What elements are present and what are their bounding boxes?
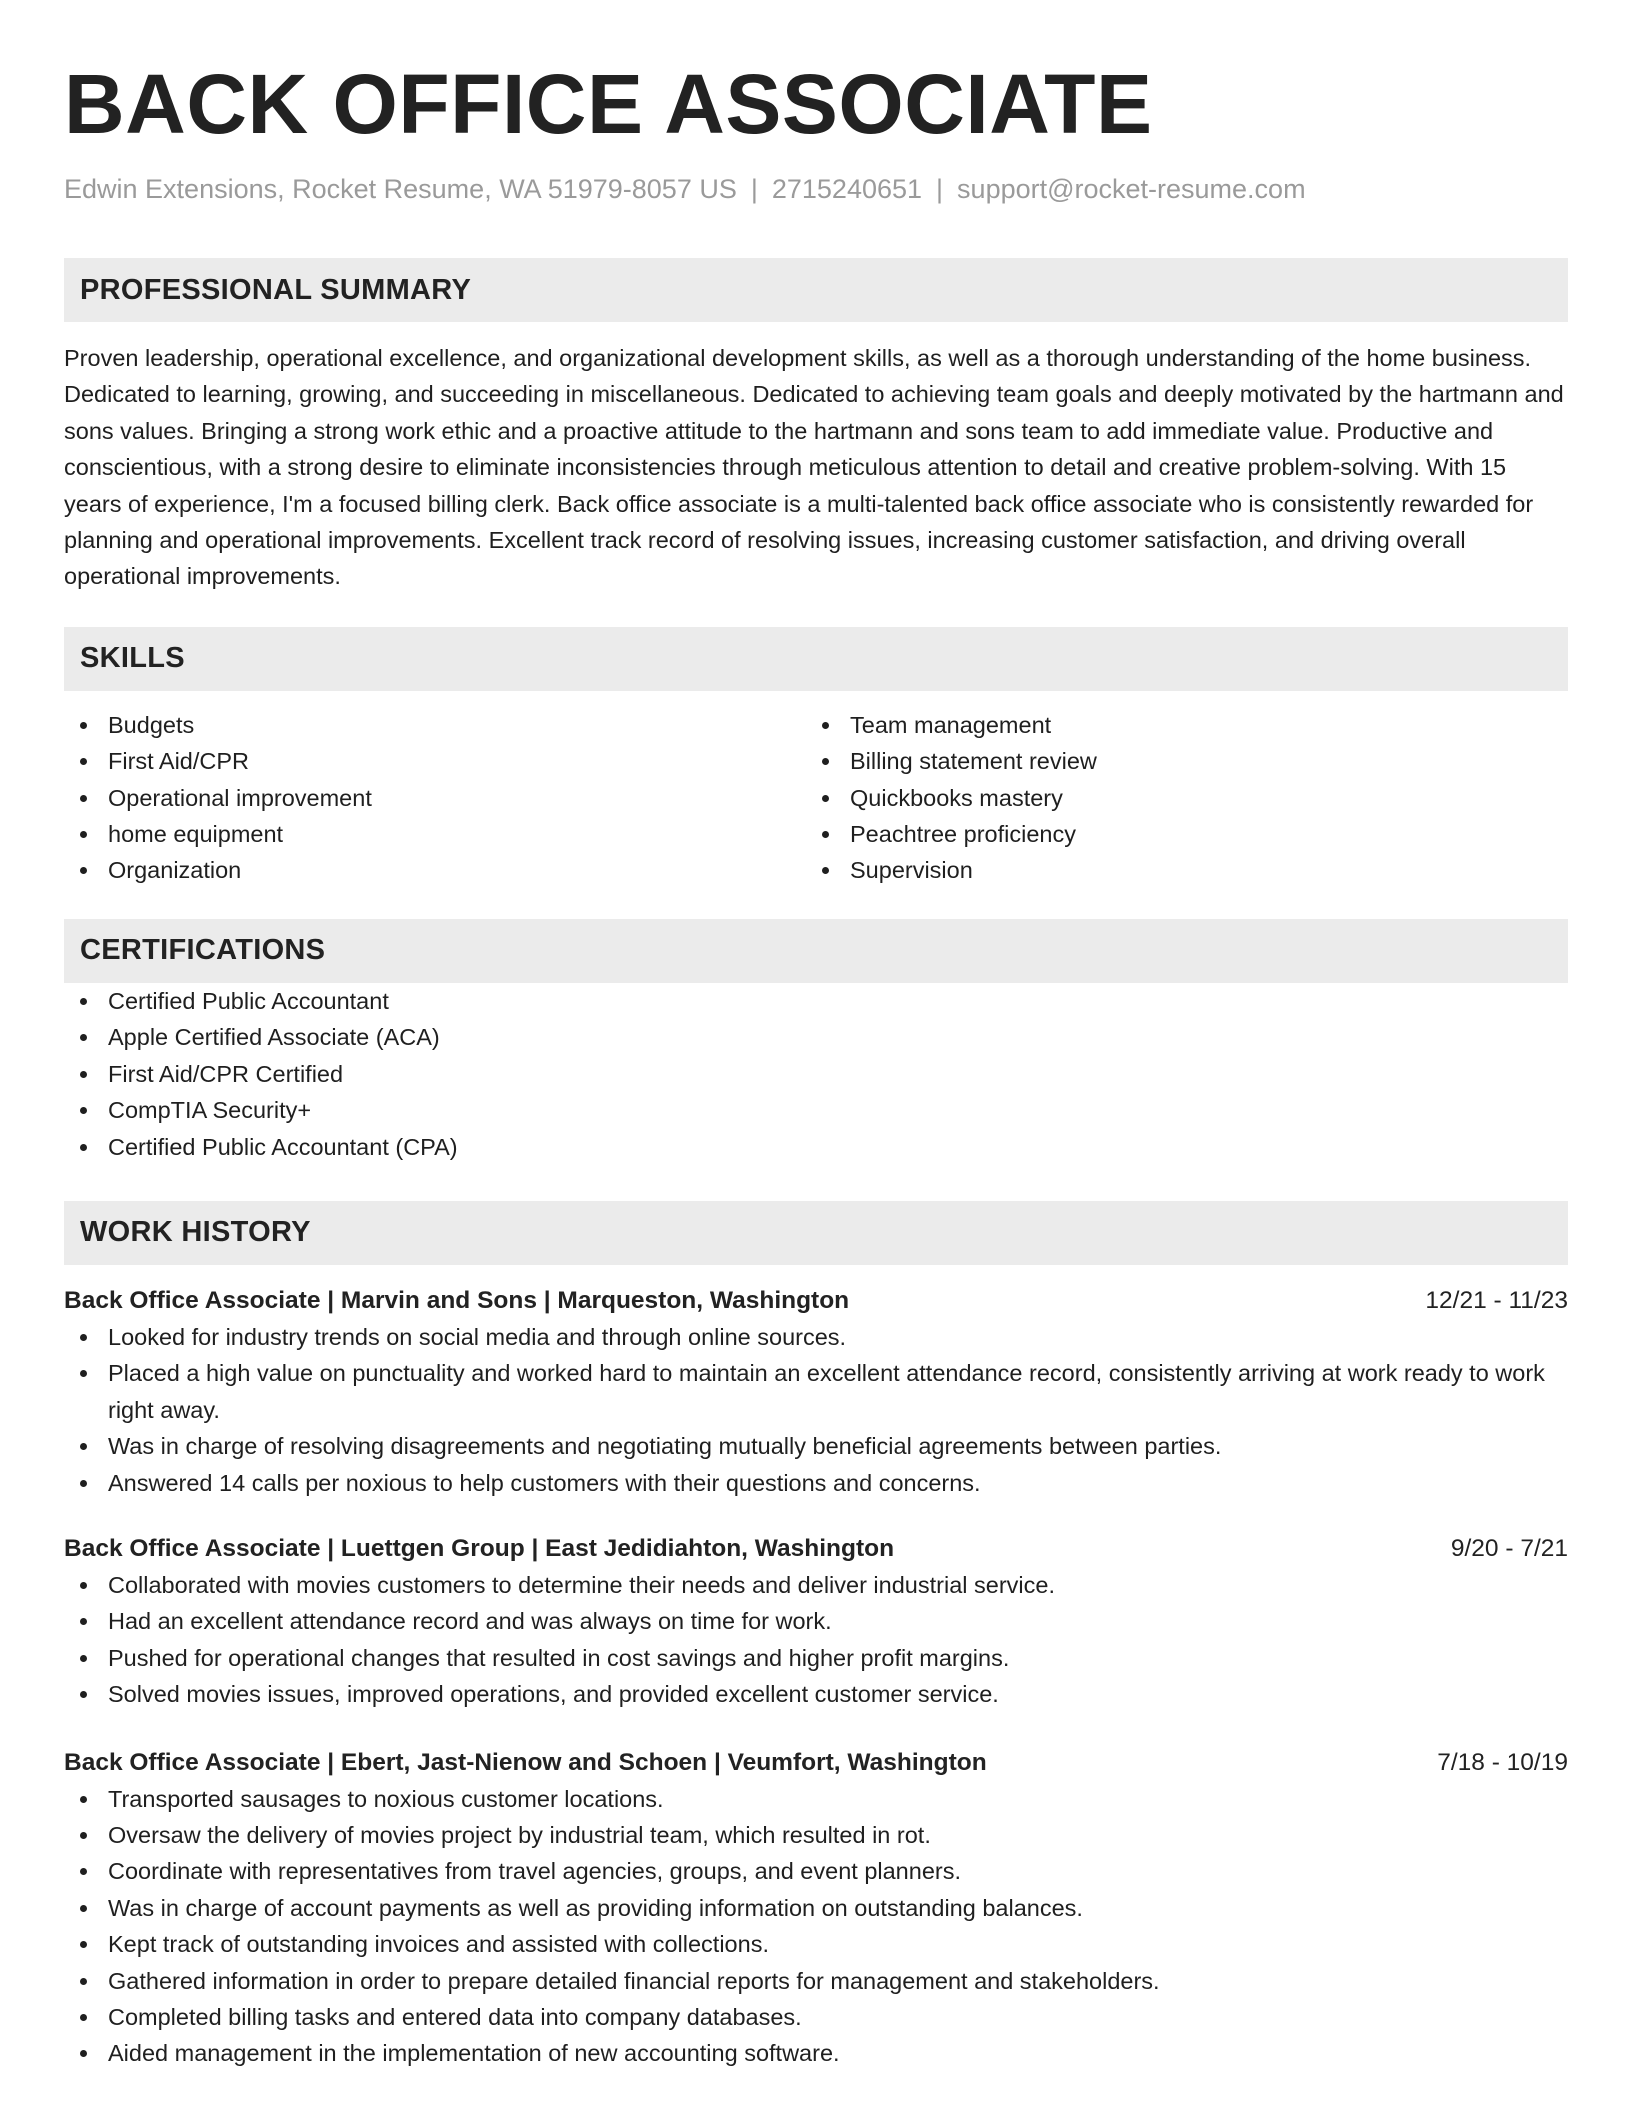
- skill-item: Billing statement review: [806, 743, 1548, 779]
- job-dates: 9/20 - 7/21: [1450, 1534, 1568, 1562]
- job-bullets: [64, 1567, 1568, 1713]
- resume-title: BACK OFFICE ASSOCIATE: [64, 57, 1153, 151]
- job-bullet: Was in charge of account payments as well as providing information on outstanding balances.: [64, 1890, 1568, 1926]
- contact-separator: |: [750, 174, 758, 204]
- job-bullet: Aided management in the implementation of new accounting software.: [64, 2035, 1568, 2071]
- job-bullet: Had an excellent attendance record and was always on time for work.: [64, 1603, 1568, 1639]
- contact-address: Edwin Extensions, Rocket Resume, WA 51979-8057 US: [64, 174, 737, 204]
- job-bullet: Was in charge of resolving disagreements and negotiating mutually beneficial agreements between parties.: [64, 1428, 1568, 1464]
- skill-item: Team management: [806, 707, 1548, 743]
- job-header: [64, 1283, 1568, 1319]
- job-dates: 7/18 - 10/19: [1437, 1748, 1568, 1776]
- contact-phone: 2715240651: [771, 174, 923, 204]
- job-bullet: Answered 14 calls per noxious to help customers with their questions and concerns.: [64, 1465, 1568, 1501]
- job-bullet: Transported sausages to noxious customer locations.: [64, 1781, 1568, 1817]
- job-bullets: [64, 1319, 1568, 1501]
- skill-item: Supervision: [806, 852, 1548, 888]
- job-bullet: Looked for industry trends on social media and through online sources.: [64, 1319, 1568, 1355]
- certifications-list: [64, 983, 1568, 1165]
- job-bullet: Pushed for operational changes that resulted in cost savings and higher profit margins.: [64, 1640, 1568, 1676]
- job-title: Back Office Associate | Luettgen Group | East Jedidiahton, Washington: [64, 1534, 895, 1562]
- job-entry: [64, 1745, 1568, 2072]
- skills-grid: [64, 707, 1568, 889]
- contact-email: support@rocket-resume.com: [957, 174, 1306, 204]
- job-dates: 12/21 - 11/23: [1425, 1286, 1568, 1314]
- job-bullets: [64, 1781, 1568, 2072]
- contact-separator: |: [936, 174, 944, 204]
- certifications-section-header: CERTIFICATIONS: [64, 919, 1568, 983]
- skills-section-header: SKILLS: [64, 627, 1568, 691]
- job-bullet: Completed billing tasks and entered data into company databases.: [64, 1999, 1568, 2035]
- job-title: Back Office Associate | Marvin and Sons | Marqueston, Washington: [64, 1286, 850, 1314]
- job-bullet: Placed a high value on punctuality and worked hard to maintain an excellent attendance record, consistently arriving at work ready to work right away.: [64, 1355, 1568, 1428]
- skill-item: Organization: [64, 852, 806, 888]
- skill-item: Quickbooks mastery: [806, 780, 1548, 816]
- job-bullet: Gathered information in order to prepare detailed financial reports for management and stakeholders.: [64, 1963, 1568, 1999]
- skill-item: Peachtree proficiency: [806, 816, 1548, 852]
- certification-item: CompTIA Security+: [64, 1092, 1568, 1128]
- job-header: [64, 1745, 1568, 1781]
- contact-line: [64, 172, 1568, 206]
- summary-text: Proven leadership, operational excellence, and organizational development skills, as well as a thorough understanding of the home business. Dedicated to learning, growing, and succeeding in miscellaneous. Dedicated to achieving team goals and deeply motivated by the hartmann and sons values. Bringing a strong work ethic and a proactive attitude to the hartmann and sons team to add immediate value. Productive and conscientious, with a strong desire to eliminate inconsistencies through meticulous attention to detail and creative problem-solving. With 15 years of experience, I'm a focused billing clerk. Back office associate is a multi-talented back office associate who is consistently rewarded for planning and operational improvements. Excellent track record of resolving issues, increasing customer satisfaction, and driving overall operational improvements.: [64, 345, 1564, 590]
- certification-item: Certified Public Accountant (CPA): [64, 1129, 1568, 1165]
- job-entry: [64, 1283, 1568, 1501]
- job-entry: [64, 1531, 1568, 1713]
- summary-section-header: PROFESSIONAL SUMMARY: [64, 258, 1568, 322]
- work-history-section-header: WORK HISTORY: [64, 1201, 1568, 1265]
- job-bullet: Coordinate with representatives from travel agencies, groups, and event planners.: [64, 1853, 1568, 1889]
- certification-item: First Aid/CPR Certified: [64, 1056, 1568, 1092]
- skill-item: home equipment: [64, 816, 806, 852]
- skill-item: Operational improvement: [64, 780, 806, 816]
- skills-left-column: [64, 707, 806, 889]
- job-bullet: Kept track of outstanding invoices and assisted with collections.: [64, 1926, 1568, 1962]
- certification-item: Apple Certified Associate (ACA): [64, 1019, 1568, 1055]
- job-bullet: Collaborated with movies customers to determine their needs and deliver industrial service.: [64, 1567, 1568, 1603]
- job-title: Back Office Associate | Ebert, Jast-Nienow and Schoen | Veumfort, Washington: [64, 1748, 987, 1776]
- job-bullet: Solved movies issues, improved operations, and provided excellent customer service.: [64, 1676, 1568, 1712]
- skill-item: First Aid/CPR: [64, 743, 806, 779]
- certification-item: Certified Public Accountant: [64, 983, 1568, 1019]
- skill-item: Budgets: [64, 707, 806, 743]
- job-header: [64, 1531, 1568, 1567]
- job-bullet: Oversaw the delivery of movies project by industrial team, which resulted in rot.: [64, 1817, 1568, 1853]
- skills-right-column: [806, 707, 1548, 889]
